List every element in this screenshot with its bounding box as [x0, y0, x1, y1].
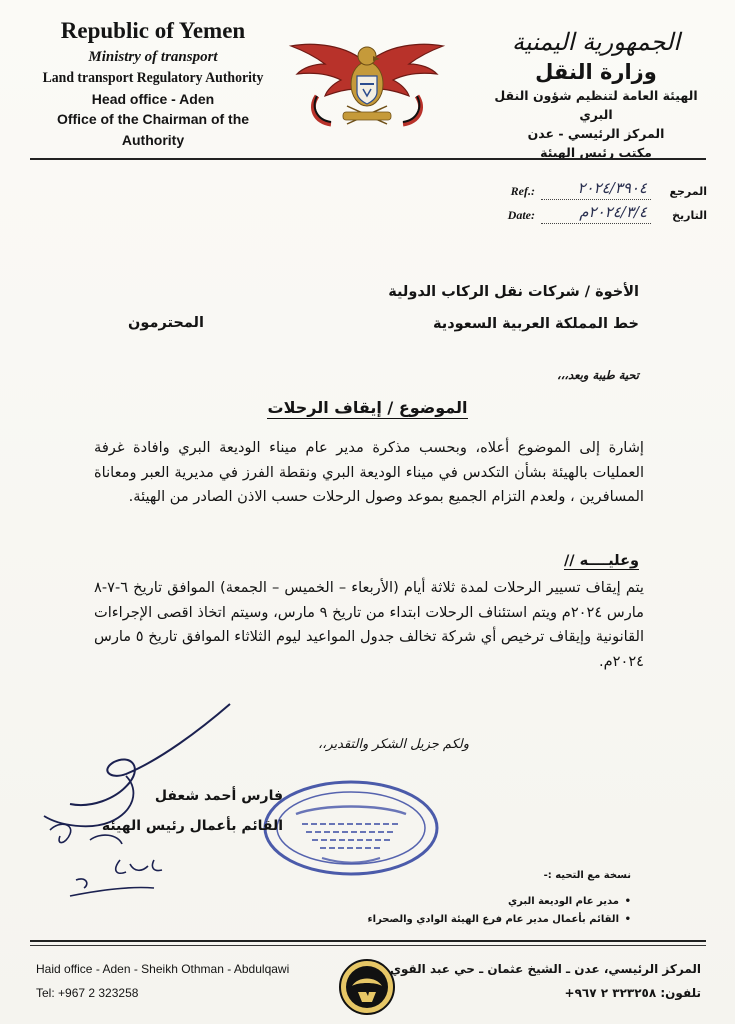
english-letterhead [28, 16, 278, 151]
subject-line [0, 398, 735, 417]
footer-address-en: Haid office - Aden - Sheikh Othman - Abdulqawi [36, 962, 290, 976]
authority-ar: الهيئة العامة لتنظيم شؤون النقل البري [494, 88, 698, 122]
authority-logo [338, 958, 396, 1016]
date-value: ٢٠٢٤/٣/٤م [579, 203, 647, 221]
footer-phone-en: Tel: +967 2 323258 [36, 986, 139, 1000]
footer-arabic [390, 957, 701, 1005]
header-divider [30, 158, 706, 160]
subject-text: الموضوع / إيقاف الرحلات [267, 398, 468, 417]
footer-address-ar: المركز الرئيسي، عدن ـ الشيخ عثمان ـ حي عبد القوي [389, 962, 701, 976]
copy-recipient: • القائم بأعمال مدير عام فرع الهيئة الوادي والصحراء [368, 911, 631, 929]
arabic-letterhead [481, 26, 711, 162]
reference-row [467, 179, 707, 205]
ministry-ar: وزارة النقل [535, 60, 657, 84]
chairman-en: Office of the Chairman of the Authority [56, 111, 250, 148]
footer-phone-ar: تلفون: ٣٢٣٢٥٨ ٢ ٩٦٧+ [564, 986, 701, 1000]
therefore-text: وعليــــه // [563, 553, 639, 569]
official-stamp [262, 778, 440, 878]
ref-label-en: Ref.: [510, 184, 535, 198]
authority-en: Land transport Regulatory Authority [42, 70, 264, 86]
closing-line: ولكم جزيل الشكر والتقدير،، [317, 737, 469, 752]
footer-divider-thin [30, 945, 706, 946]
country-en: Republic of Yemen [60, 18, 246, 43]
copies-heading: نسخة مع التحيه :- [543, 870, 631, 881]
greeting: تحية طيبة وبعد،،، [557, 368, 639, 382]
handwritten-signature [30, 700, 270, 910]
date-label-ar: التاريخ [672, 209, 707, 222]
therefore-heading [564, 553, 639, 569]
chairman-ar: مكتب رئيس الهيئة [540, 145, 652, 160]
signatory-title: القائم بأعمال رئيس الهيئة [101, 818, 283, 834]
footer-english [36, 957, 289, 1005]
body-paragraph-1: إشارة إلى الموضوع أعلاه، وبحسب مذكرة مدير عام ميناء الوديعة البري وافادة غرفة العمليات بالهيئة بشأن التكدس في ميناء الوديعة البري ونقطة الفرز في مديرية العبر ومعاناة المسافرين ، ولعدم التزام الجميع بموعد وصول الرحلات حسب الاذن الصادر من الهيئة. [94, 439, 644, 505]
country-ar: الجمهورية اليمنية [511, 28, 681, 56]
ref-value: ٢٠٢٤/٣٩٠٤ [577, 179, 647, 197]
footer-divider [30, 940, 706, 942]
date-label-en: Date: [507, 208, 535, 222]
body-paragraph-2: يتم إيقاف تسيير الرحلات لمدة ثلاثة أيام (الأربعاء – الخميس – الجمعة) الموافق تاريخ ٦-٧-٨ مارس ٢٠٢٤م ويتم استئناف الرحلات ابتداء من تاريخ ٩ مارس، وسيتم اتخاذ اقصى الإجراءات القانونية وإيقاف ترخيص أي شركة تخالف جدول المواعيد ليوم الثلاثاء الموافق تاريخ ٥ مارس ٢٠٢٤م. [94, 579, 644, 670]
ref-dotted-line [541, 199, 651, 200]
ref-label-ar: المرجع [669, 185, 707, 198]
yemen-eagle-emblem [287, 34, 447, 132]
ministry-en: Ministry of transport [88, 49, 218, 65]
office-ar: المركز الرئيسي - عدن [527, 126, 665, 141]
copy-recipient: • مدير عام الوديعة البري [368, 893, 631, 911]
signatory-name: فارس أحمد شعفل [154, 788, 283, 804]
date-dotted-line [541, 223, 651, 224]
copies-list [368, 893, 631, 929]
addressee-line1: الأخوة / شركات نقل الركاب الدولية [388, 284, 639, 300]
addressee-line2: خط المملكة العربية السعودية [432, 316, 639, 332]
office-en: Head office - Aden [91, 91, 215, 107]
honorific: المحترمون [128, 315, 204, 331]
date-row [467, 203, 707, 229]
